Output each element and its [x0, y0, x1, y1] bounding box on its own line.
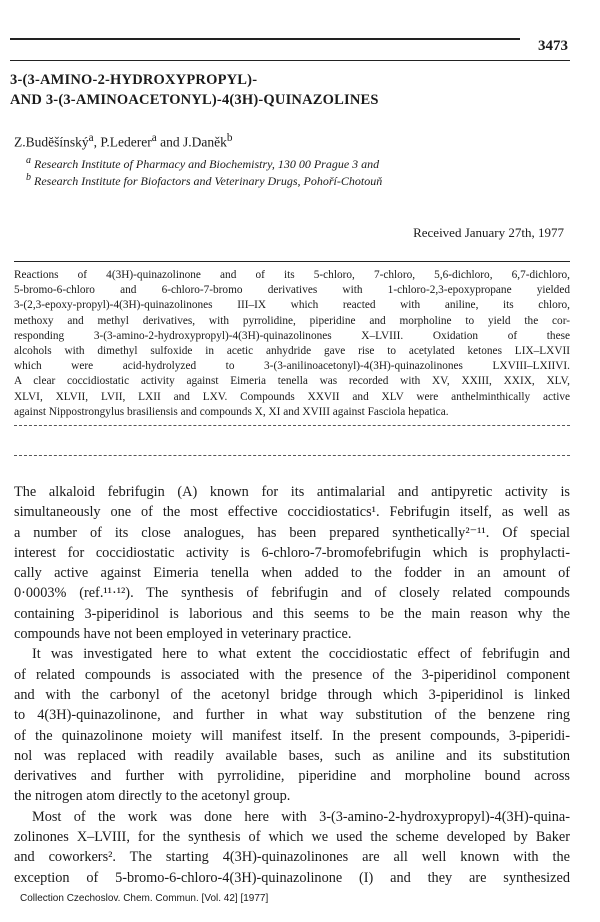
abstract-line: Reactions of 4(3H)-quinazolinone and of its 5-chloro, 7-chloro, 5,6-dichloro, 6,7-dichloro,: [14, 269, 570, 281]
received-date: Received January 27th, 1977: [413, 225, 564, 240]
abstract-line: against Nippostrongylus brasiliensis and compounds X, XI and XVIII against Fasciola hepatica.: [14, 405, 449, 418]
body-line: of the quinazolinone moiety will manifest itself. In the present compounds, 3-piperidi-: [14, 727, 570, 744]
title-line-1: 3-(3-AMINO-2-HYDROXYPROPYL)-: [10, 72, 258, 88]
body-line: and with the carbonyl of the acetonyl bridge through which 3-piperidinol is linked: [14, 686, 570, 703]
body-line: It was investigated here to what extent the coccidiostatic effect of febrifugin and: [32, 646, 570, 663]
body-line: a number of its close analogues, has been prepared synthetically²⁻¹¹. Of special: [14, 524, 570, 541]
body-line: simultaneously one of the most effective coccidiostatics¹. Febrifugin itself, as well as: [14, 504, 570, 521]
top-rule: [10, 38, 520, 40]
abstract-bottom-divider: [14, 455, 570, 456]
abstract-top-rule: [14, 261, 570, 262]
abstract-line: responding 3-(3-amino-2-hydroxypropyl)-4(3H)-quinazolinones X–LVIII. Oxidation of these: [14, 329, 570, 342]
body-line: and coworkers². The starting 4(3H)-quinazolinones are all well known with the: [14, 849, 570, 866]
body-text: [14, 482, 570, 888]
body-line: Most of the work was done here with 3-(3-amino-2-hydroxypropyl)-4(3H)-quina-: [32, 808, 570, 825]
body-line: The alkaloid febrifugin (A) known for its antimalarial and antipyretic activity is: [14, 484, 570, 500]
body-line: derivatives and further with pyrrolidine, piperidine and morpholine bound across: [14, 768, 570, 785]
body-line: containing 3-piperidinol is laborious and this seems to be the main reason why the: [14, 605, 570, 622]
abstract-line: alcohols with dimethyl sulfoxide in acetic anhydride gave rise to acetylated ketones LIX–LXVII: [14, 345, 570, 358]
affiliation: [26, 155, 379, 172]
body-line: 0·0003% (ref.¹¹·¹²). The synthesis of febrifugin and of closely related compounds: [14, 585, 570, 602]
affiliation-mark: b: [26, 172, 31, 183]
author-separator: and: [156, 134, 183, 150]
body-line: zolinones X–LVIII, for the synthesis of which we used the scheme developed by Baker: [14, 829, 570, 846]
body-line: exception of 5-bromo-6-chloro-4(3H)-quinazolinone (I) and they are synthesized: [14, 869, 570, 886]
abstract: [14, 268, 570, 420]
author-list: [14, 132, 233, 151]
body-line: nol was replaced with readily available bases, such as aniline and its substitution: [14, 747, 570, 764]
abstract-line: 3-(2,3-epoxy-propyl)-4(3H)-quinazolinones III–IX which reacted with aniline, its chloro,: [14, 299, 570, 312]
author-name: Z.Budĕšínský: [14, 134, 89, 150]
journal-footer: Collection Czechoslov. Chem. Commun. [Vol. 42] [1977]: [20, 893, 269, 904]
body-line: compounds have not been employed in veterinary practice.: [14, 626, 352, 643]
abstract-line: 5-bromo-6-chloro and 6-chloro-7-bromo derivatives with 1-chloro-2,3-epoxypropane yielded: [14, 284, 570, 297]
body-line: to 4(3H)-quinazolinone, and further in what way substitution of the benzene ring: [14, 707, 570, 724]
author-name: J.Daněk: [183, 134, 227, 150]
abstract-line: methoxy and methyl derivatives, with pyrrolidine, piperidine and morpholine to yield the cor-: [14, 314, 570, 327]
affiliation-mark: a: [26, 155, 31, 166]
affiliation-text: Research Institute for Biofactors and Veterinary Drugs, Pohoří-Chotouň: [34, 174, 383, 188]
author-affiliation-mark: a: [151, 132, 157, 144]
author-separator: ,: [93, 134, 101, 150]
affiliation: [26, 172, 382, 189]
body-line: of related compounds is associated with the presence of the 3-piperidinol component: [14, 666, 570, 683]
abstract-line: XLVI, XLVII, LVII, LXII and LXV. Compounds XXVII and XLV were anthelminthically active: [14, 390, 570, 403]
author-name: P.Lederer: [100, 134, 152, 150]
body-line: interest for coccidiostatic activity is 6-chloro-7-bromofebrifugin which is prophylacti-: [14, 544, 570, 561]
abstract-line: A clear coccidiostatic activity against Eimeria tenella was recorded with XV, XXIII, XXIX, XLV,: [14, 375, 570, 388]
header-rule: [10, 60, 570, 61]
author-affiliation-mark: b: [226, 132, 233, 144]
abstract-line: which were acid-hydrolyzed to 3-(3-anilinoacetonyl)-4(3H)-quinazolinones LXVIII–LXIIVI.: [14, 360, 570, 373]
title-line-2: AND 3-(3-AMINOACETONYL)-4(3H)-QUINAZOLINES: [10, 92, 379, 108]
affiliation-text: Research Institute of Pharmacy and Biochemistry, 130 00 Prague 3 and: [34, 157, 380, 171]
page-number: 3473: [538, 38, 568, 54]
body-line: the nitrogen atom directly to the acetonyl group.: [14, 788, 291, 805]
abstract-bottom-divider: [14, 425, 570, 426]
body-line: cally active against Eimeria tenella when added to the fodder in an amount of: [14, 565, 570, 582]
author-affiliation-mark: a: [88, 132, 94, 144]
article-title: [10, 70, 570, 110]
